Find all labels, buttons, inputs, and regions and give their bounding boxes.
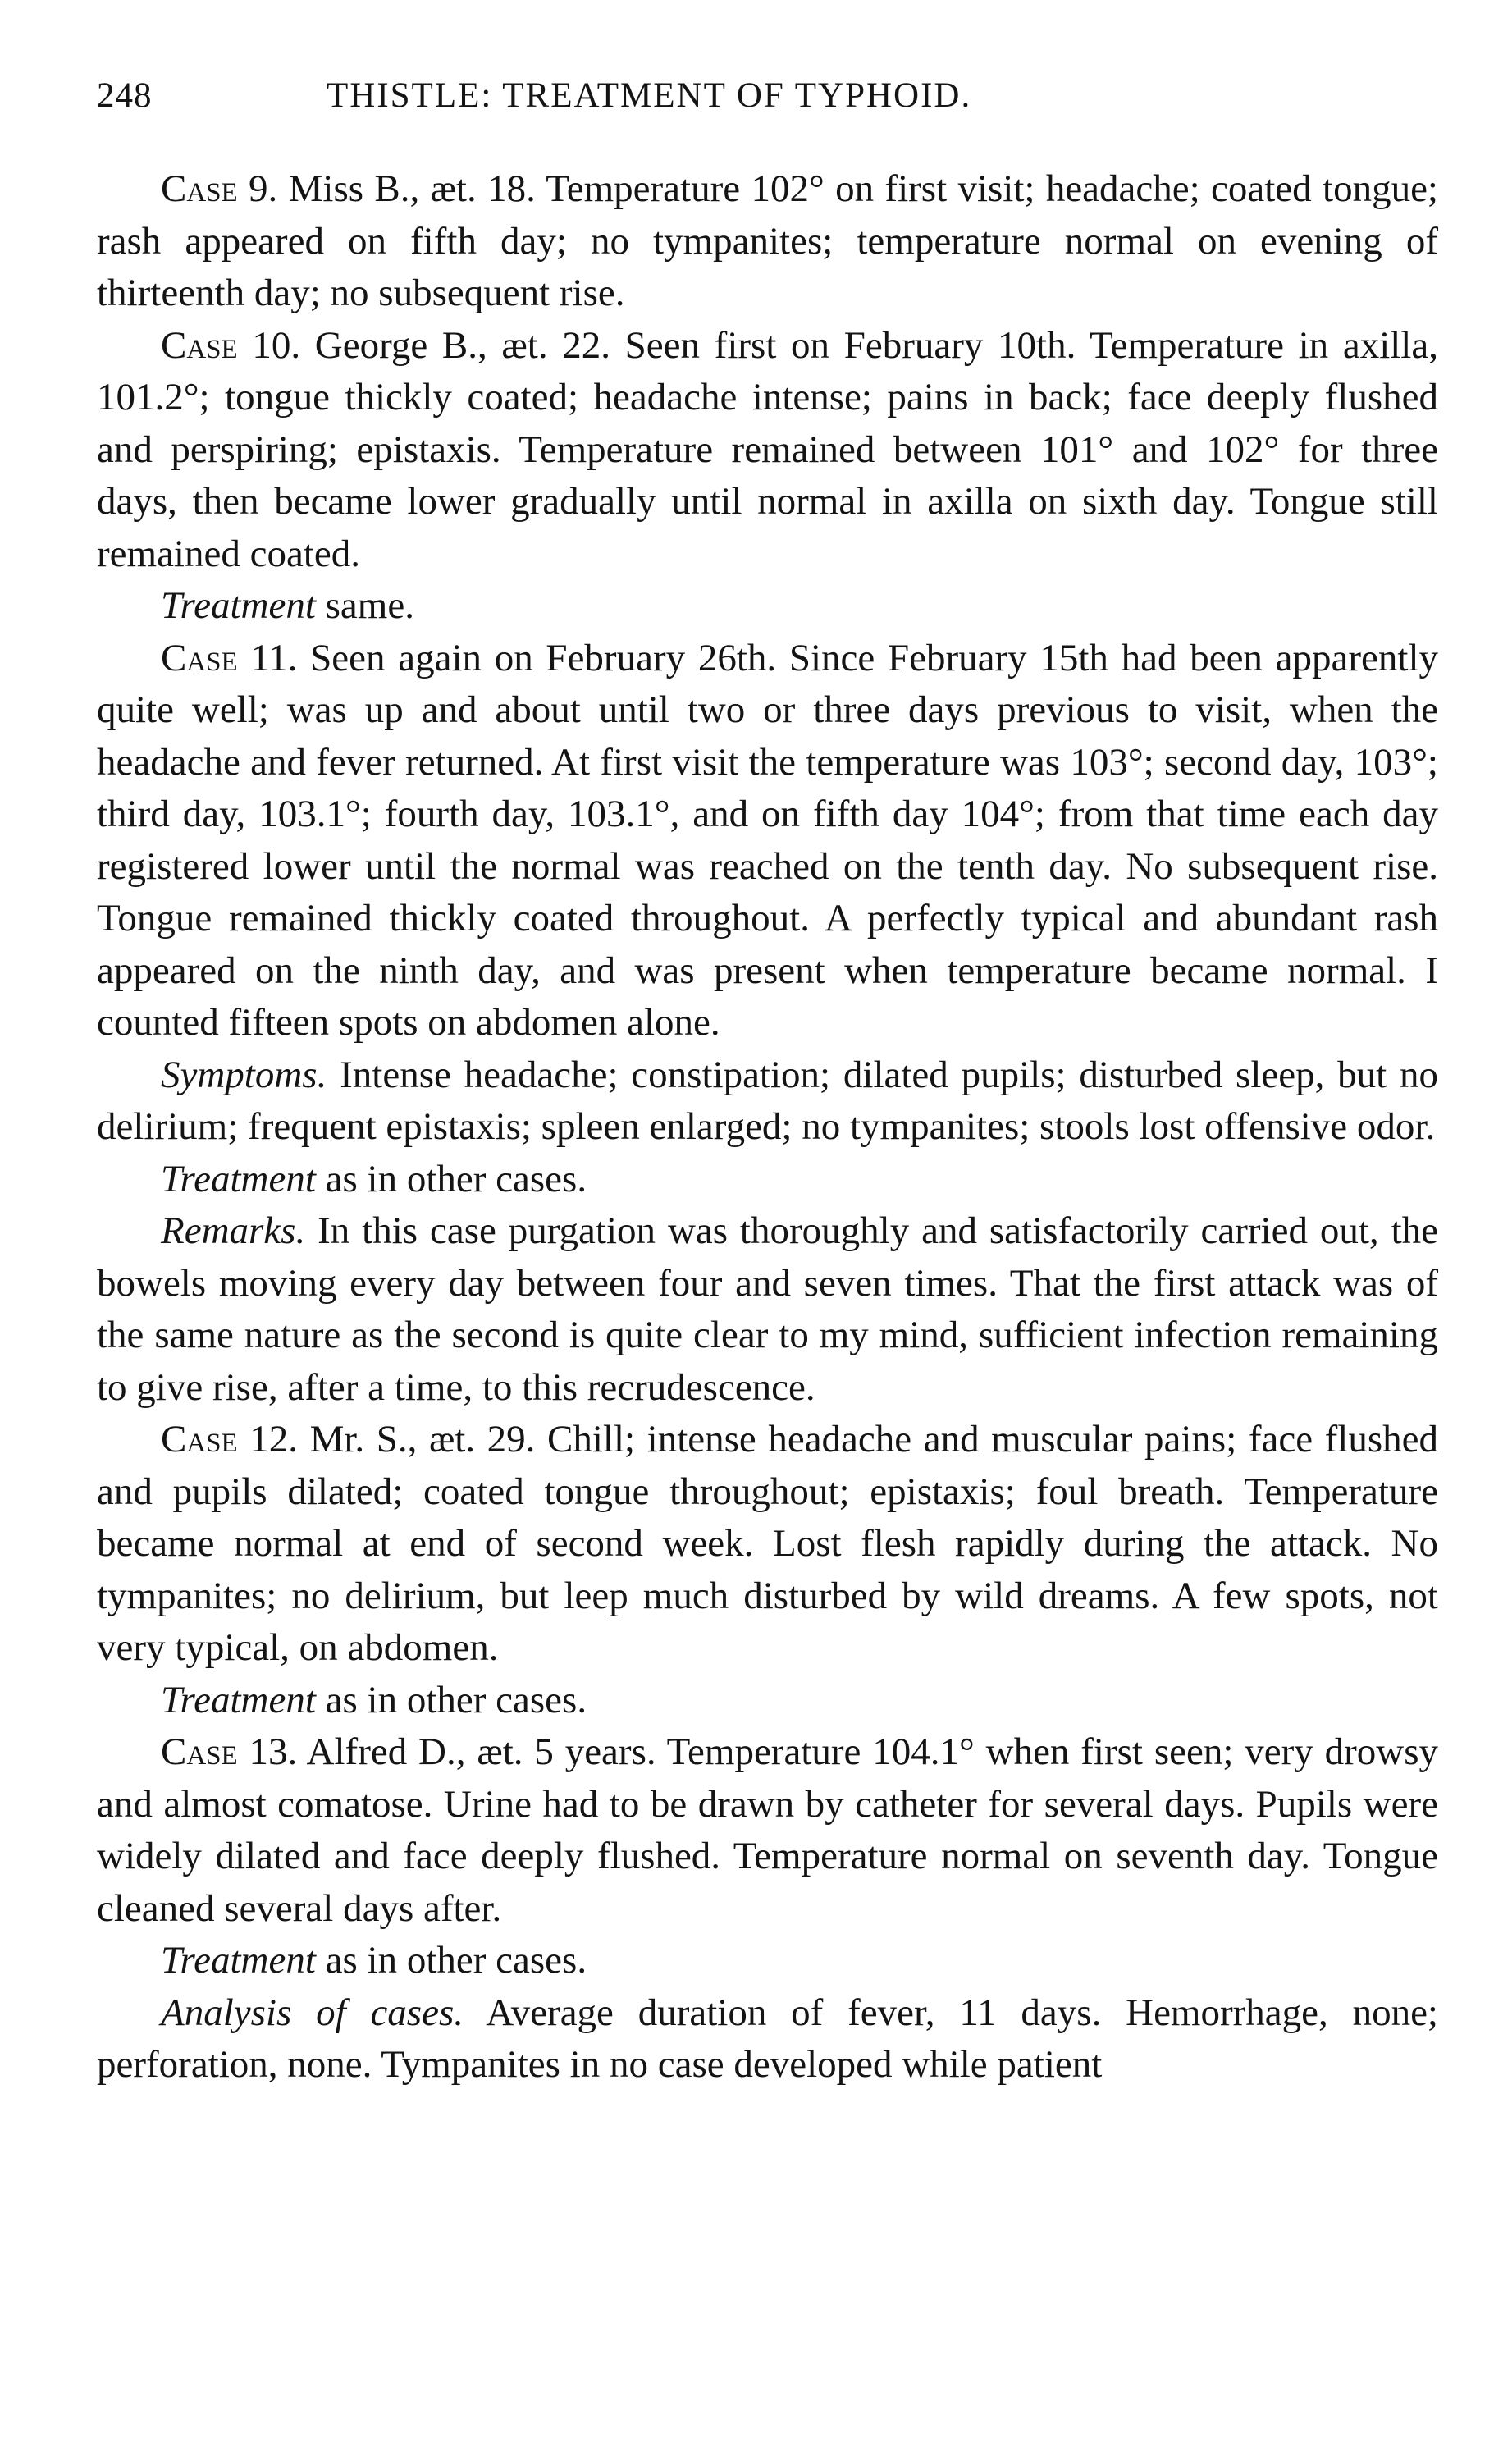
paragraph-text: as in other cases. xyxy=(315,1939,587,1982)
paragraph-case-11 xyxy=(97,633,1438,1049)
section-label: Treatment xyxy=(161,1939,316,1982)
paragraph-case-10 xyxy=(97,320,1438,581)
case-label: Case 12. xyxy=(161,1418,299,1461)
section-label: Analysis of cases. xyxy=(161,1991,464,2034)
paragraph-case-9 xyxy=(97,163,1438,320)
section-label: Treatment xyxy=(161,1157,316,1200)
paragraph-text: same. xyxy=(315,584,414,627)
paragraph-treatment xyxy=(97,1935,1438,1987)
paragraph-text: Intense headache; constipation; dilated pupils; disturbed sleep, but no delirium; frequent epistaxis; spleen enlarged; no tympanites; stools lost offensive odor. xyxy=(97,1053,1438,1148)
case-label: Case 10. xyxy=(161,323,301,367)
case-label: Case 11. xyxy=(161,636,298,679)
paragraph-analysis xyxy=(97,1987,1438,2091)
page-number: 248 xyxy=(97,76,153,115)
paragraph-treatment xyxy=(97,1675,1438,1727)
running-head: THISTLE: TREATMENT OF TYPHOID. xyxy=(327,76,972,115)
paragraph-text: George B., æt. 22. Seen first on February 10th. Temperature in axilla, 101.2°; tongue thickly coated; headache intense; pains in back; face deeply flushed and perspiring; epistaxis. Temperature remained between 101° and 102° for three days, then became lower gradually until normal in axilla on sixth day. Tongue still remained coated. xyxy=(97,323,1438,575)
section-label: Treatment xyxy=(161,584,316,627)
paragraph-case-13 xyxy=(97,1726,1438,1935)
paragraph-text: as in other cases. xyxy=(315,1157,587,1200)
paragraph-treatment xyxy=(97,580,1438,633)
page-header xyxy=(97,75,1438,116)
paragraph-text: as in other cases. xyxy=(315,1678,587,1721)
case-label: Case 9. xyxy=(161,167,278,210)
paragraph-text: Average duration of fever, 11 days. Hemorrhage, none; perforation, none. Tympanites in no case developed while patient xyxy=(97,1991,1438,2086)
paragraph-case-12 xyxy=(97,1414,1438,1675)
paragraph-text: Seen again on February 26th. Since February 15th had been apparently quite well; was up and about until two or three days previous to visit, when the headache and fever returned. At first visit the temperature was 103°; second day, 103°; third day, 103.1°; fourth day, 103.1°, and on fifth day 104°; from that time each day registered lower until the normal was reached on the tenth day. No subsequent rise. Tongue remained thickly coated throughout. A perfectly typical and abundant rash appeared on the ninth day, and was present when temperature became normal. I counted fifteen spots on abdomen alone. xyxy=(97,636,1438,1044)
paragraph-text: Mr. S., æt. 29. Chill; intense headache and muscular pains; face flushed and pupils dilated; coated tongue throughout; epistaxis; foul breath. Temperature became normal at end of second week. Lost flesh rapidly during the attack. No tympanites; no delirium, but leep much disturbed by wild dreams. A few spots, not very typical, on abdomen. xyxy=(97,1418,1438,1669)
paragraph-remarks xyxy=(97,1205,1438,1414)
section-label: Symptoms. xyxy=(161,1053,327,1096)
paragraph-text: Miss B., æt. 18. Temperature 102° on first visit; headache; coated tongue; rash appeared on fifth day; no tympanites; temperature normal on evening of thirteenth day; no subsequent rise. xyxy=(97,167,1438,314)
case-label: Case 13. xyxy=(161,1730,298,1773)
book-page xyxy=(97,75,1438,2091)
paragraph-symptoms xyxy=(97,1049,1438,1154)
paragraph-text: In this case purgation was thoroughly and satisfactorily carried out, the bowels moving every day between four and seven times. That the first attack was of the same nature as the second is quite clear to my mind, sufficient infection remaining to give rise, after a time, to this recrudescence. xyxy=(97,1209,1438,1409)
paragraph-treatment xyxy=(97,1154,1438,1206)
section-label: Remarks. xyxy=(161,1209,306,1252)
paragraph-text: Alfred D., æt. 5 years. Temperature 104.1° when first seen; very drowsy and almost comatose. Urine had to be drawn by catheter for several days. Pupils were widely dilated and face deeply flushed. Temperature normal on seventh day. Tongue cleaned several days after. xyxy=(97,1730,1438,1930)
section-label: Treatment xyxy=(161,1678,316,1721)
